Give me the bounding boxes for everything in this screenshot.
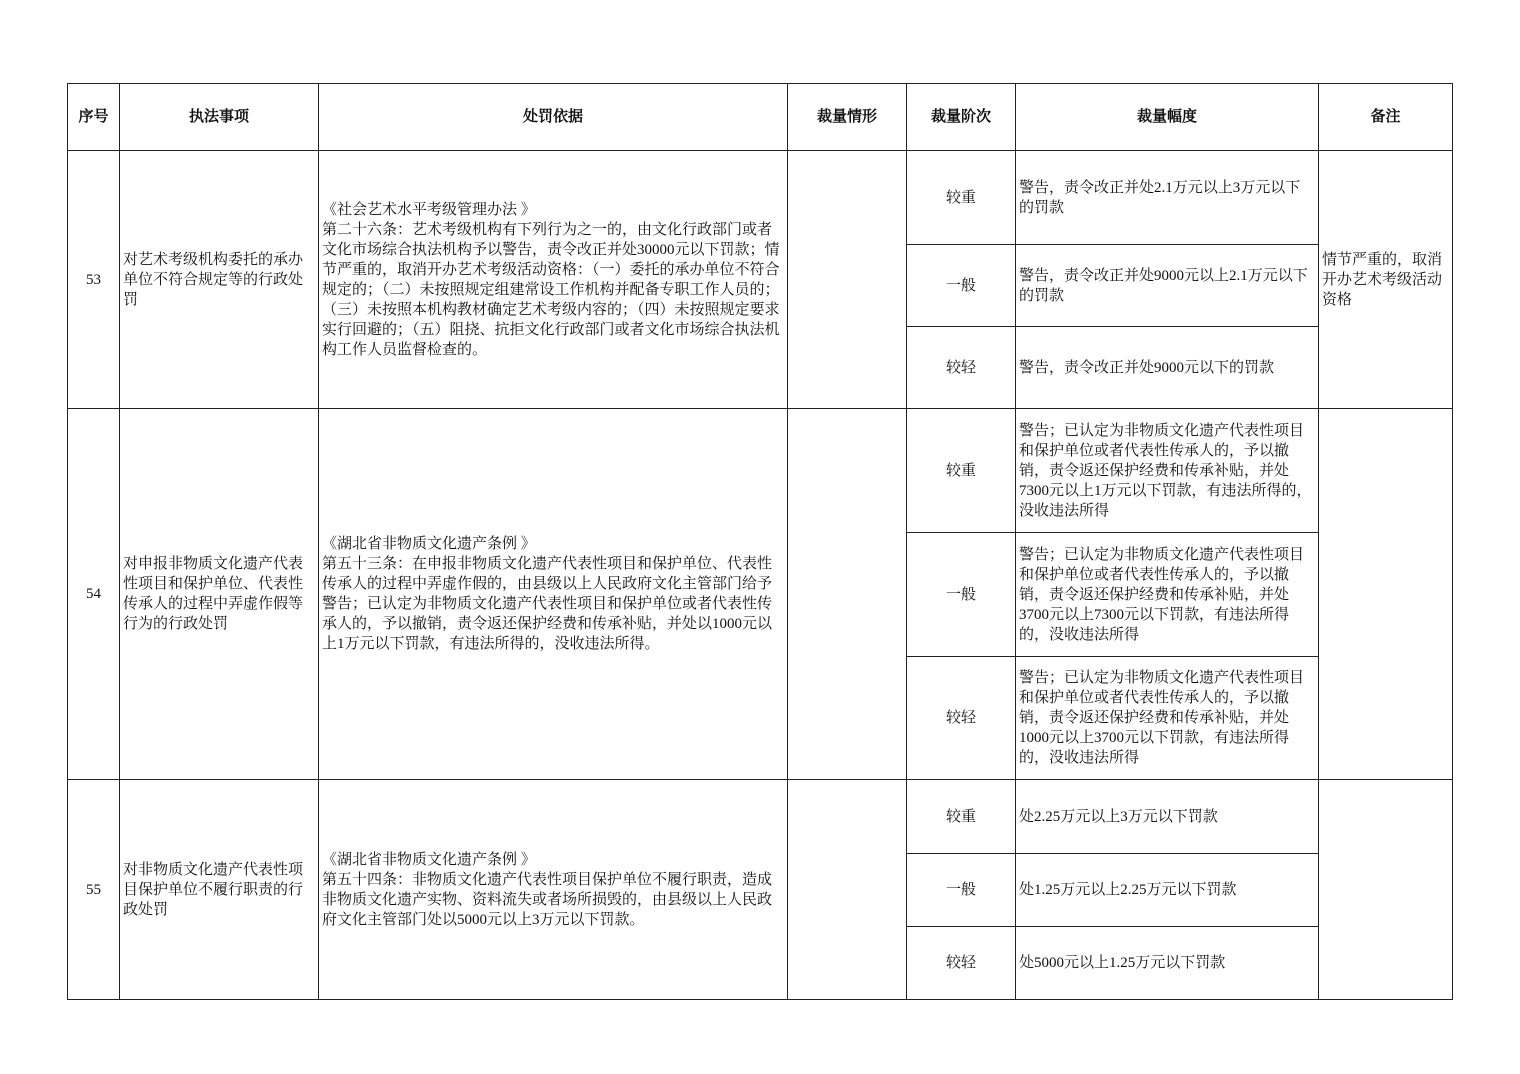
header-row xyxy=(68,84,1453,151)
header-no: 序号 xyxy=(68,84,120,151)
row-situation xyxy=(788,409,907,780)
header-item: 执法事项 xyxy=(120,84,319,151)
row-level: 一般 xyxy=(907,533,1016,657)
row-level: 一般 xyxy=(907,245,1016,327)
row-range: 警告；已认定为非物质文化遗产代表性项目和保护单位或者代表性传承人的，予以撤销，责令返还保护经费和传承补贴，并处3700元以上7300元以下罚款，有违法所得的，没收违法所得 xyxy=(1016,533,1319,657)
row-basis xyxy=(319,409,788,780)
row-remark: 情节严重的，取消开办艺术考级活动资格 xyxy=(1319,151,1453,409)
basis-text: 《社会艺术水平考级管理办法 》 第二十六条：艺术考级机构有下列行为之一的，由文化行政部门或者文化市场综合执法机构予以警告，责令改正并处30000元以下罚款；情节严重的，取消开办艺术考级活动资格：（一）委托的承办单位不符合规定的；（二）未按照规定组建常设工作机构并配备专职工作人员的；（三）未按照本机构教材确定艺术考级内容的；（四）未按照规定要求实行回避的；（五）阻挠、抗拒文化行政部门或者文化市场综合执法机构工作人员监督检查的。 xyxy=(322,201,780,358)
basis-text: 《湖北省非物质文化遗产条例 》 第五十三条：在申报非物质文化遗产代表性项目和保护单位、代表性传承人的过程中弄虚作假的，由县级以上人民政府文化主管部门给予警告；已认定为非物质文化遗产代表性项目和保护单位或者代表性传承人的，予以撤销，责令返还保护经费和传承补贴，并处以1000元以上1万元以下罚款，有违法所得的，没收违法所得。 xyxy=(322,536,773,652)
row-remark xyxy=(1319,409,1453,780)
row-range: 处1.25万元以上2.25万元以下罚款 xyxy=(1016,854,1319,927)
basis-text: 《湖北省非物质文化遗产条例 》 第五十四条：非物质文化遗产代表性项目保护单位不履行职责，造成非物质文化遗产实物、资料流失或者场所损毁的，由县级以上人民政府文化主管部门处以5000元以上3万元以下罚款。 xyxy=(322,851,773,928)
row-level: 一般 xyxy=(907,854,1016,927)
row-situation xyxy=(788,780,907,1000)
row-range: 警告，责令改正并处9000元以下的罚款 xyxy=(1016,327,1319,409)
header-situation: 裁量情形 xyxy=(788,84,907,151)
row-situation xyxy=(788,151,907,409)
row-range: 警告；已认定为非物质文化遗产代表性项目和保护单位或者代表性传承人的，予以撤销，责令返还保护经费和传承补贴，并处1000元以上3700元以下罚款，有违法所得的，没收违法所得 xyxy=(1016,657,1319,780)
row-level: 较轻 xyxy=(907,927,1016,1000)
header-remark: 备注 xyxy=(1319,84,1453,151)
table-row xyxy=(68,780,1453,854)
row-level: 较重 xyxy=(907,151,1016,245)
row-item: 对艺术考级机构委托的承办单位不符合规定等的行政处罚 xyxy=(120,151,319,409)
row-level: 较轻 xyxy=(907,657,1016,780)
row-item: 对非物质文化遗产代表性项目保护单位不履行职责的行政处罚 xyxy=(120,780,319,1000)
row-range: 警告，责令改正并处9000元以上2.1万元以下的罚款 xyxy=(1016,245,1319,327)
row-range: 处5000元以上1.25万元以下罚款 xyxy=(1016,927,1319,1000)
row-no: 54 xyxy=(68,409,120,780)
row-level: 较轻 xyxy=(907,327,1016,409)
row-level: 较重 xyxy=(907,780,1016,854)
row-range: 警告，责令改正并处2.1万元以上3万元以下的罚款 xyxy=(1016,151,1319,245)
header-basis: 处罚依据 xyxy=(319,84,788,151)
row-basis xyxy=(319,780,788,1000)
row-item: 对申报非物质文化遗产代表性项目和保护单位、代表性传承人的过程中弄虚作假等行为的行政处罚 xyxy=(120,409,319,780)
row-range: 处2.25万元以上3万元以下罚款 xyxy=(1016,780,1319,854)
row-level: 较重 xyxy=(907,409,1016,533)
row-no: 55 xyxy=(68,780,120,1000)
row-no: 53 xyxy=(68,151,120,409)
row-basis xyxy=(319,151,788,409)
row-range: 警告；已认定为非物质文化遗产代表性项目和保护单位或者代表性传承人的，予以撤销，责令返还保护经费和传承补贴，并处7300元以上1万元以下罚款，有违法所得的，没收违法所得 xyxy=(1016,409,1319,533)
table-row xyxy=(68,151,1453,245)
header-range: 裁量幅度 xyxy=(1016,84,1319,151)
table-row xyxy=(68,409,1453,533)
row-remark xyxy=(1319,780,1453,1000)
discretion-table xyxy=(67,83,1453,1000)
header-level: 裁量阶次 xyxy=(907,84,1016,151)
